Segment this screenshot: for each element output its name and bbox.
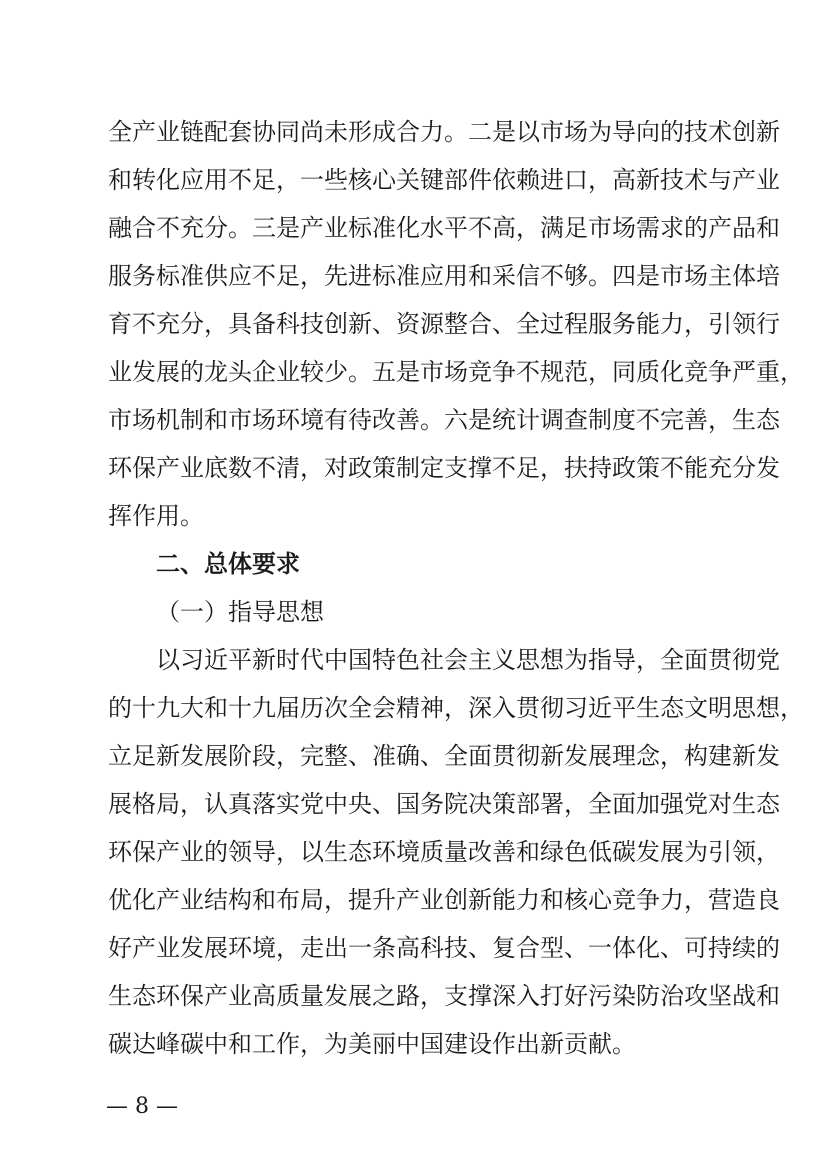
paragraph-guiding-ideology — [108, 640, 804, 1072]
paragraph-line: 市场机制和市场环境有待改善。六是统计调查制度不完善，生态 — [108, 406, 780, 434]
paragraph-line: 和转化应用不足，一些核心关键部件依赖进口，高新技术与产业 — [108, 166, 780, 194]
paragraph-line: 融合不充分。三是产业标准化水平不高，满足市场需求的产品和 — [108, 214, 780, 242]
section-heading: 二、总体要求 — [156, 550, 300, 578]
paragraph-line: 优化产业结构和布局，提升产业创新能力和核心竞争力，营造良 — [108, 886, 780, 914]
paragraph-line: 以习近平新时代中国特色社会主义思想为指导，全面贯彻党 — [156, 646, 780, 674]
paragraph-line: 全产业链配套协同尚未形成合力。二是以市场为导向的技术创新 — [108, 118, 780, 146]
paragraph-line: 的十九大和十九届历次全会精神，深入贯彻习近平生态文明思想， — [108, 694, 804, 722]
paragraph-line: 服务标准供应不足，先进标准应用和采信不够。四是市场主体培 — [108, 262, 780, 290]
paragraph-line: 育不充分，具备科技创新、资源整合、全过程服务能力，引领行 — [108, 310, 780, 338]
paragraph-line: 好产业发展环境，走出一条高科技、复合型、一体化、可持续的 — [108, 934, 780, 962]
paragraph-line: 展格局，认真落实党中央、国务院决策部署，全面加强党对生态 — [108, 790, 780, 818]
paragraph-line: 环保产业的领导，以生态环境质量改善和绿色低碳发展为引领， — [108, 838, 780, 866]
subsection-heading: （一）指导思想 — [156, 598, 324, 626]
paragraph-line: 环保产业底数不清，对政策制定支撑不足，扶持政策不能充分发 — [108, 454, 780, 482]
paragraph-line: 立足新发展阶段，完整、准确、全面贯彻新发展理念，构建新发 — [108, 742, 780, 770]
paragraph-line: 业发展的龙头企业较少。五是市场竞争不规范，同质化竞争严重， — [108, 358, 804, 386]
paragraph-problems — [108, 112, 804, 544]
paragraph-line: 碳达峰碳中和工作，为美丽中国建设作出新贡献。 — [108, 1030, 636, 1058]
paragraph-line: 挥作用。 — [108, 502, 204, 530]
document-body — [108, 112, 804, 1072]
paragraph-line: 生态环保产业高质量发展之路，支撑深入打好污染防治攻坚战和 — [108, 982, 780, 1010]
page-number: — 8 — — [106, 1094, 178, 1119]
